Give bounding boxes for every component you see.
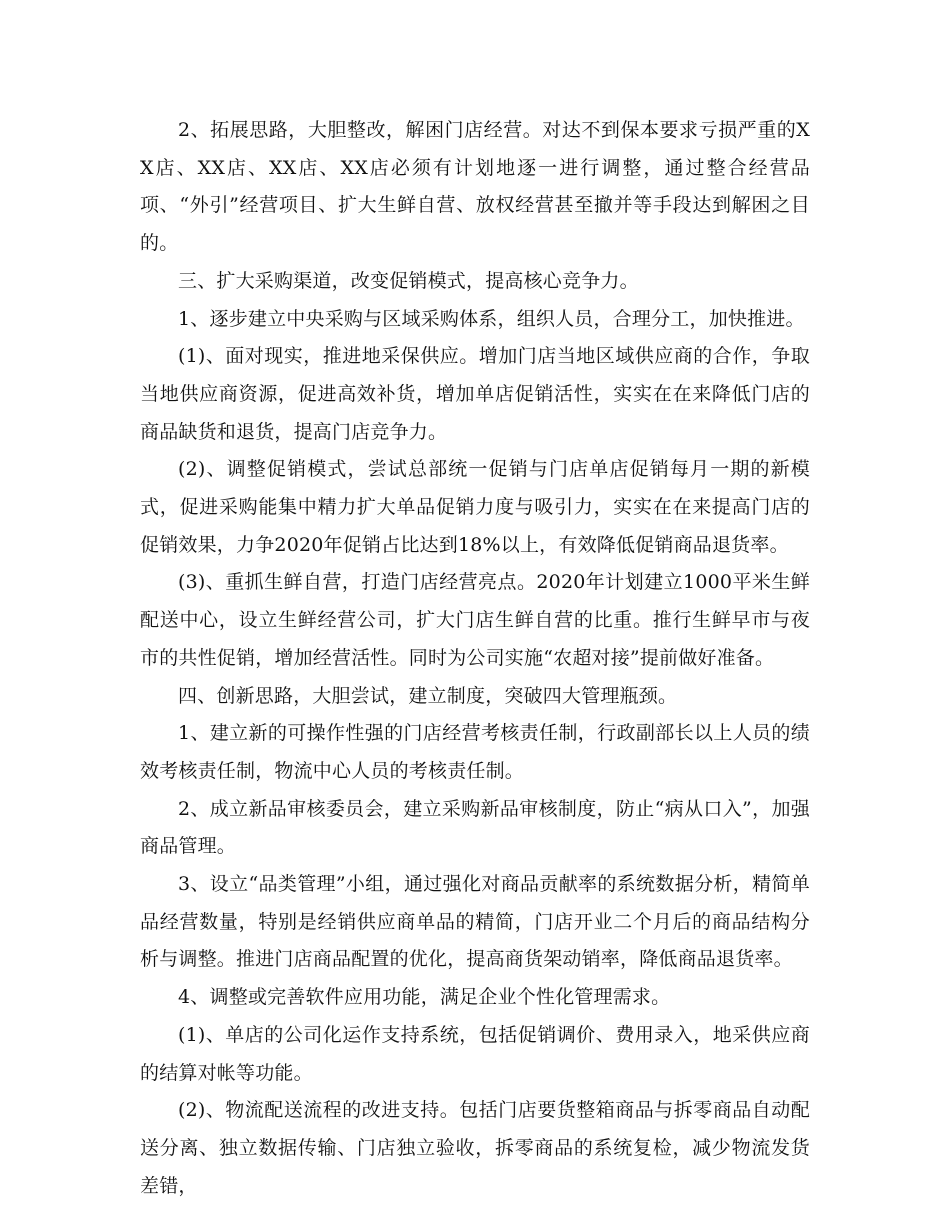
paragraph: (3)、重抓生鲜自营，打造门店经营亮点。2020年计划建立1000平米生鲜配送中心，设立生鲜经营公司，扩大门店生鲜自营的比重。推行生鲜早市与夜市的共性促销，增加经营活性。同时为公司实施“农超对接”提前做好准备。 (140, 571, 810, 669)
paragraph: 2、拓展思路，大胆整改，解困门店经营。对达不到保本要求亏损严重的XX店、XX店、XX店、XX店必须有计划地逐一进行调整，通过整合经营品项、“外引”经营项目、扩大生鲜自营、放权经营甚至撤并等手段达到解困之目的。 (140, 119, 810, 255)
paragraph: (2)、调整促销模式，尝试总部统一促销与门店单店促销每月一期的新模式，促进采购能集中精力扩大单品促销力度与吸引力，实实在在来提高门店的促销效果，力争2020年促销占比达到18%以上，有效降低促销商品退货率。 (140, 458, 810, 556)
paragraph: 1、逐步建立中央采购与区域采购体系，组织人员，合理分工，加快推进。 (178, 307, 805, 330)
section-heading: 四、创新思路，大胆尝试，建立制度，突破四大管理瓶颈。 (178, 684, 678, 707)
paragraph: 3、设立“品类管理”小组，通过强化对商品贡献率的系统数据分析，精简单品经营数量，特别是经销供应商单品的精简，门店开业二个月后的商品结构分析与调整。推进门店商品配置的优化，提高商货架动销率，降低商品退货率。 (140, 873, 810, 971)
paragraph: 1、建立新的可操作性强的门店经营考核责任制，行政副部长以上人员的绩效考核责任制，物流中心人员的考核责任制。 (140, 722, 810, 782)
paragraph: (1)、单店的公司化运作支持系统，包括促销调价、费用录入，地采供应商的结算对帐等功能。 (140, 1023, 810, 1084)
paragraph: (2)、物流配送流程的改进支持。包括门店要货整箱商品与拆零商品自动配送分离、独立数据传输、门店独立验收，拆零商品的系统复检，减少物流发货差错， (140, 1099, 810, 1197)
paragraph: 4、调整或完善软件应用功能，满足企业个性化管理需求。 (178, 986, 671, 1009)
paragraph: (1)、面对现实，推进地采保供应。增加门店当地区域供应商的合作，争取当地供应商资源，促进高效补货，增加单店促销活性，实实在在来降低门店的商品缺货和退货，提高门店竞争力。 (140, 345, 810, 443)
section-heading: 三、扩大采购渠道，改变促销模式，提高核心竞争力。 (178, 269, 639, 292)
paragraph: 2、成立新品审核委员会，建立采购新品审核制度，防止“病从口入”，加强商品管理。 (140, 797, 810, 858)
document-body (140, 112, 810, 1205)
